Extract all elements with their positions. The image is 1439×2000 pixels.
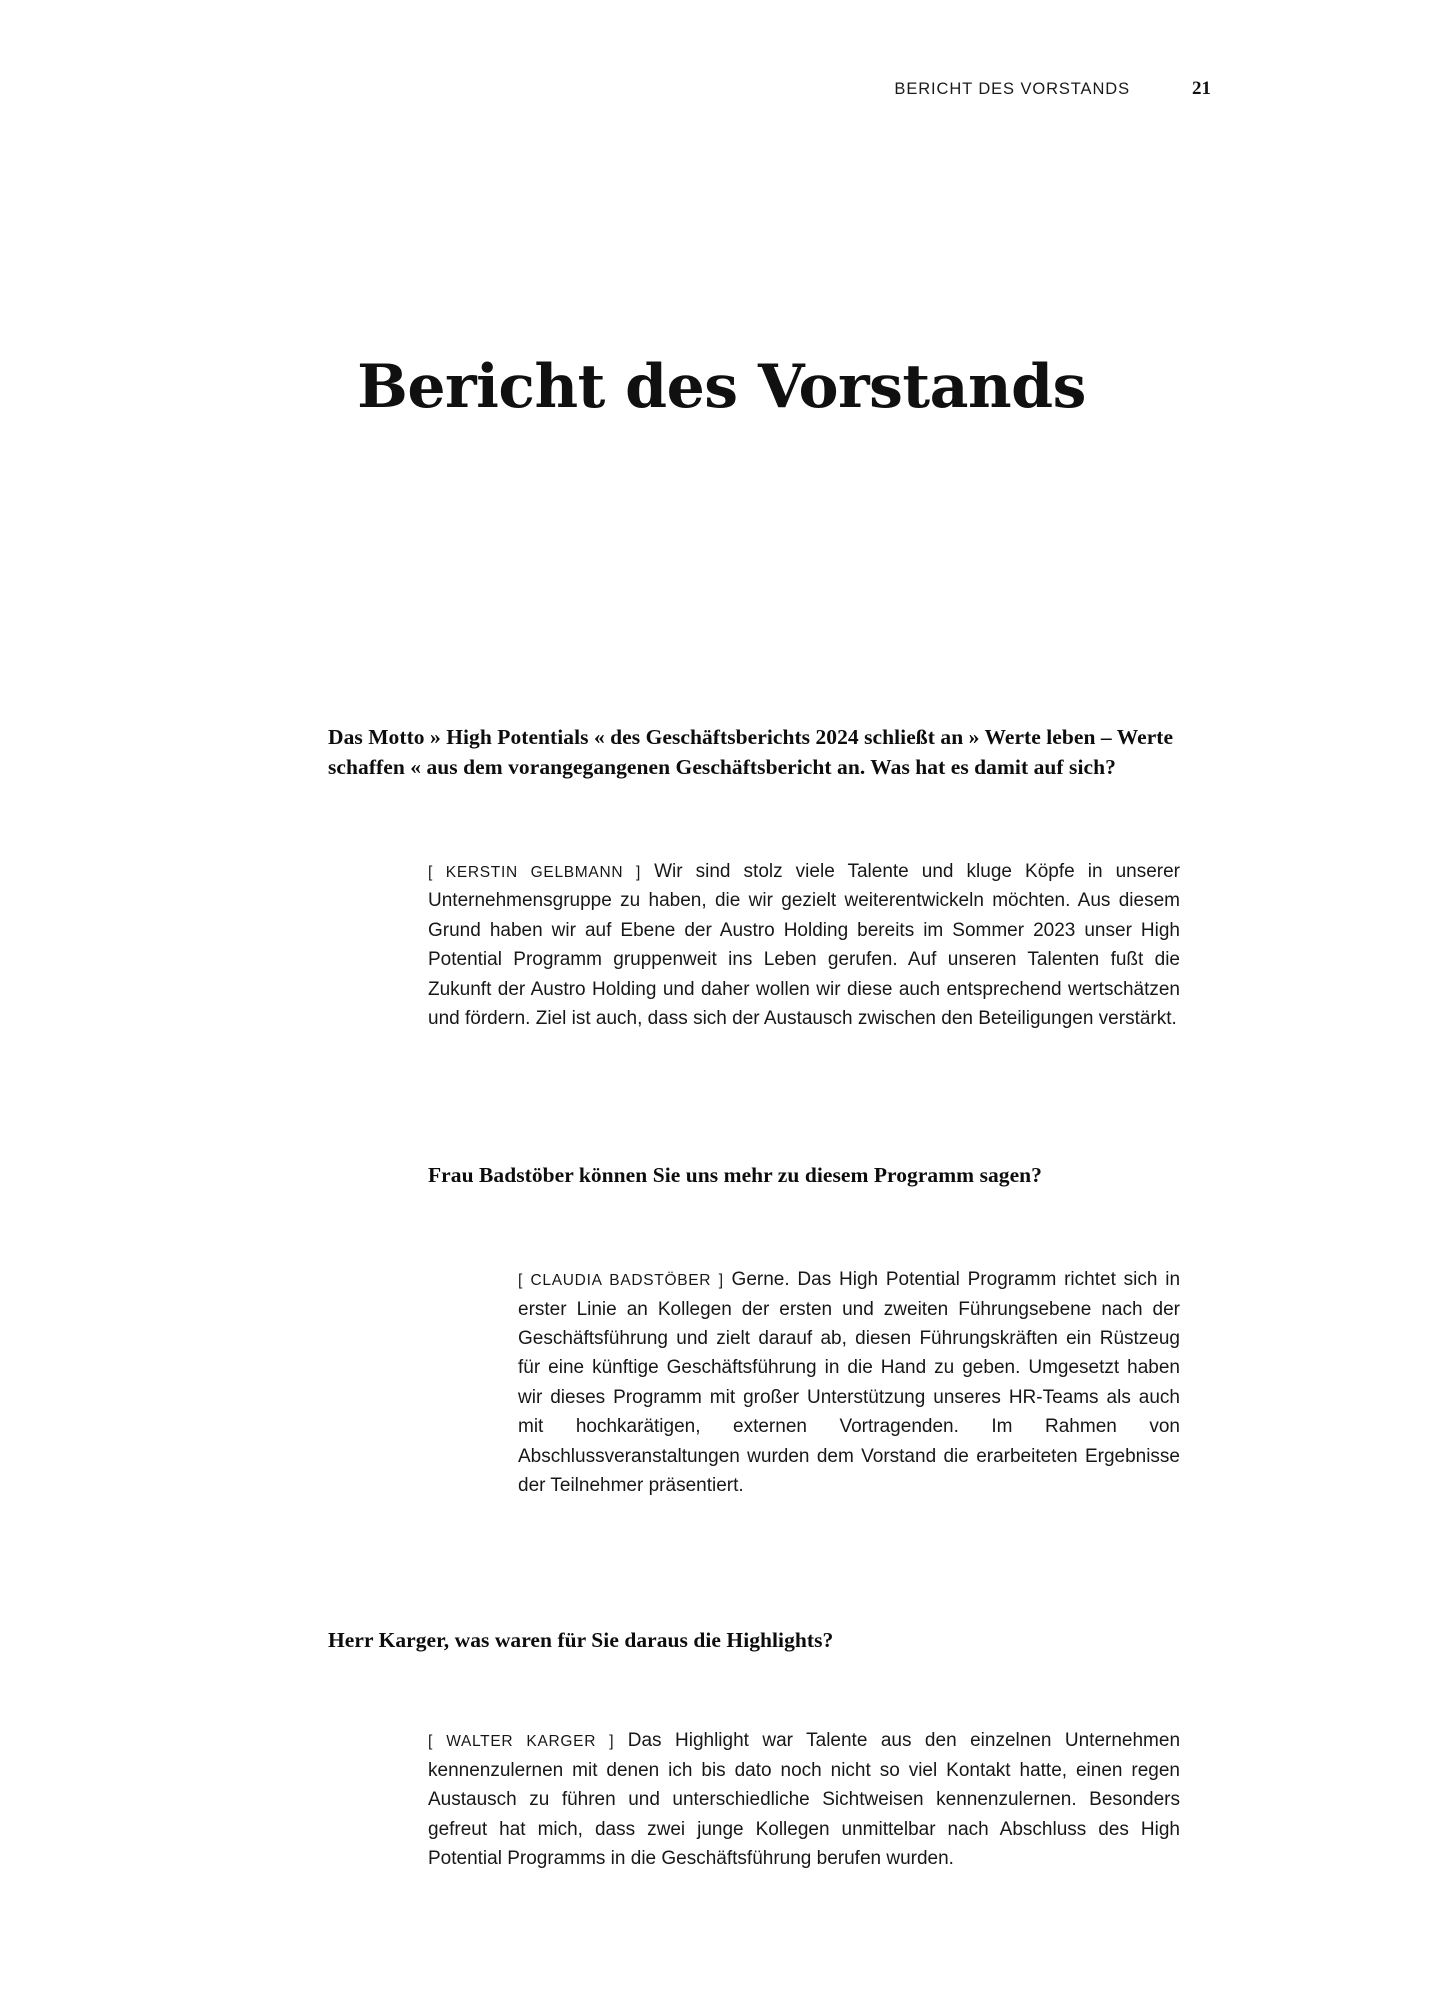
speaker-name-1: [ KERSTIN GELBMANN ] bbox=[428, 864, 642, 882]
interview-answer-2 bbox=[518, 1265, 1180, 1501]
interview-question-2: Frau Badstöber können Sie uns mehr zu diesem Programm sagen? bbox=[428, 1163, 1042, 1188]
answer-text-1: Wir sind stolz viele Talente und kluge Köpfe in unserer Unternehmensgruppe zu haben, die wir gezielt weiterentwickeln möchten. Aus diesem Grund haben wir auf Ebene der Austro Holding bereits im Sommer 2023 unser High Potential Programm gruppenweit ins Leben gerufen. Auf unseren Talenten fußt die Zukunft der Austro Holding und daher wollen wir diese auch entsprechend wertschätzen und fördern. Ziel ist auch, dass sich der Austausch zwischen den Beteiligungen verstärkt. bbox=[428, 861, 1181, 1030]
speaker-name-2: [ CLAUDIA BADSTÖBER ] bbox=[518, 1272, 724, 1290]
running-head-title: BERICHT DES VORSTANDS bbox=[894, 80, 1130, 98]
speaker-name-3: [ WALTER KARGER ] bbox=[428, 1733, 615, 1751]
page-number: 21 bbox=[1192, 78, 1211, 99]
interview-answer-1 bbox=[428, 857, 1180, 1034]
answer-text-2: Gerne. Das High Potential Programm richtet sich in erster Linie an Kollegen der ersten und zweiten Führungsebene nach der Geschäftsführung und zielt darauf ab, diesen Führungskräften ein Rüstzeug für eine künftige Geschäftsführung in die Hand zu geben. Umgesetzt haben wir dieses Programm mit großer Unterstützung unseres HR-Teams als auch mit hochkarätigen, externen Vortragenden. Im Rahmen von Abschlussveranstaltungen wurden dem Vorstand die erarbeiteten Ergebnisse der Teilnehmer präsentiert. bbox=[518, 1269, 1181, 1497]
running-head bbox=[0, 78, 1439, 100]
article-body bbox=[328, 700, 1181, 1892]
interview-answer-3 bbox=[428, 1726, 1180, 1873]
answer-text-3: Das Highlight war Talente aus den einzelnen Unternehmen kennenzulernen mit denen ich bis dato noch nicht so viel Kontakt hatte, einen regen Austausch zu führen und unterschiedliche Sichtweisen kennenzulernen. Besonders gefreut hat mich, dass zwei junge Kollegen unmittelbar nach Abschluss des High Potential Programms in die Geschäftsführung berufen wurden. bbox=[428, 1730, 1181, 1869]
interview-question-3: Herr Karger, was waren für Sie daraus die Highlights? bbox=[328, 1628, 834, 1653]
interview-question-1: Das Motto » High Potentials « des Geschäftsberichts 2024 schließt an » Werte leben – Werte schaffen « aus dem vorangegangenen Geschäftsbericht an. Was hat es damit auf sich? bbox=[328, 724, 1174, 780]
page-title: Bericht des Vorstands bbox=[357, 352, 1086, 423]
